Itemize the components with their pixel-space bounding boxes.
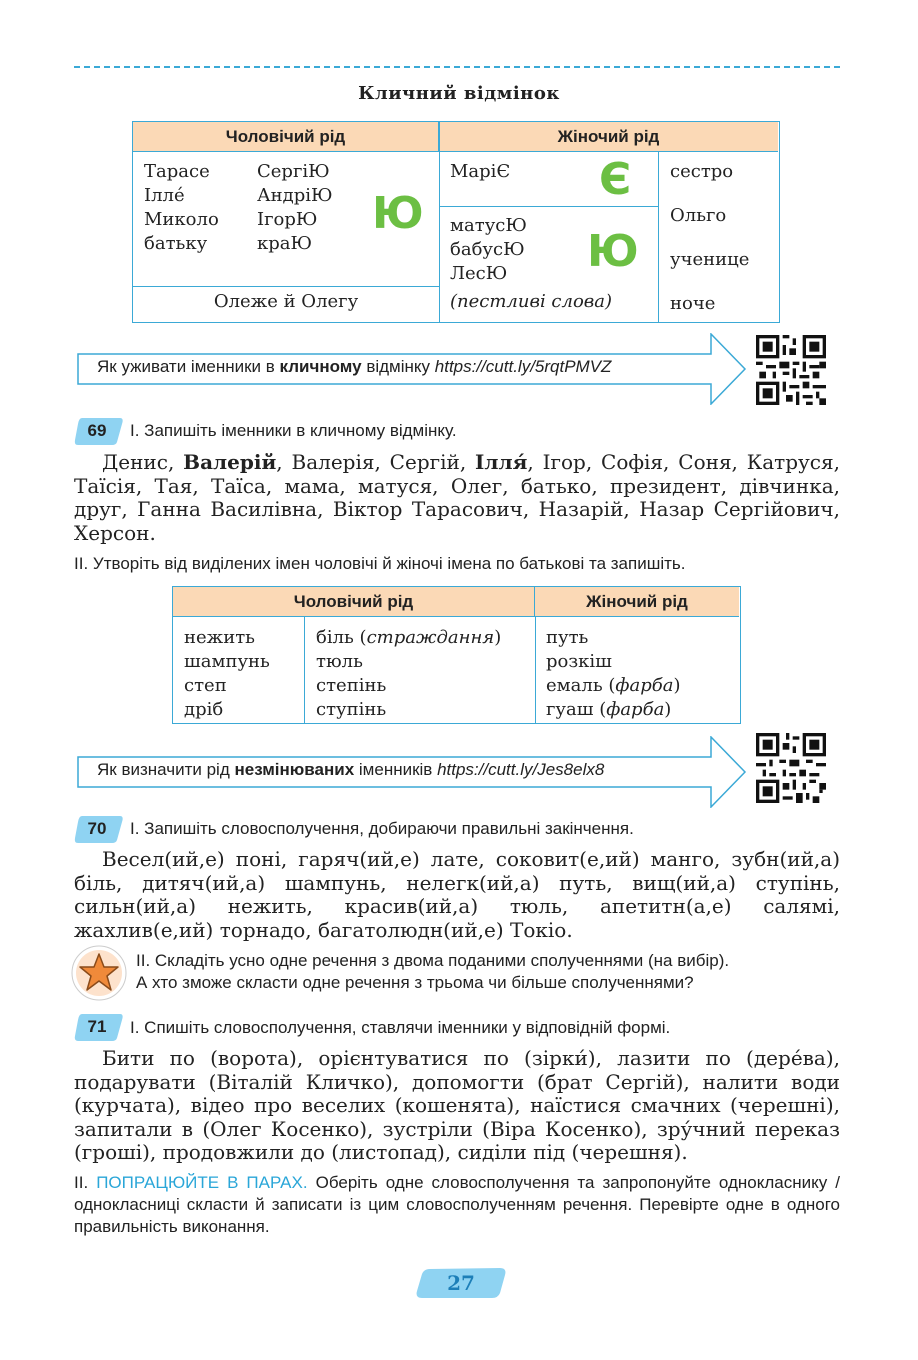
link-url[interactable]: https://cutt.ly/Jes8elx8 <box>437 760 605 779</box>
ending-ye-feminine: Є <box>599 154 632 205</box>
section-title: Кличний відмінок <box>358 83 560 104</box>
t2-col3-row2: розкіш <box>546 651 612 672</box>
feminine-right-4: ноче <box>670 293 716 314</box>
exercise-71-instruction: І. Спишіть словосполучення, ставлячи іменники у відповідній формі. <box>130 1018 671 1037</box>
exercise-70-task2-line2: А хто зможе скласти одне речення з трьома чи більше сполученнями? <box>136 973 694 992</box>
gender-table <box>172 586 741 724</box>
t2-col2-row2: тюль <box>316 651 363 672</box>
top-dashed-rule <box>74 66 840 68</box>
pair-work-label: ПОПРАЦЮЙТЕ В ПАРАХ. <box>96 1173 308 1192</box>
feminine-right-3: ученице <box>670 249 750 270</box>
t2-col3-row4: гуаш (фарба) <box>546 699 672 720</box>
t2-col3-row1: путь <box>546 627 589 648</box>
feminine-right-1: сестро <box>670 161 734 182</box>
masculine-words-col2: СергіЮ АндріЮ ІгорЮ краЮ <box>257 161 333 254</box>
t2-col2-row1: біль (страждання) <box>316 627 502 648</box>
qr-code-icon[interactable] <box>756 733 826 803</box>
t2-header-masculine: Чоловічий рід <box>173 587 535 617</box>
exercise-70-text: Весел(ий,е) поні, гаряч(ий,е) лате, соковит(е,ий) манго, зубн(ий,а) біль, дитяч(ий,а) шампунь, нелегк(ий,а) путь, вищ(ий,а) ступінь, сильн(ий,а) нежить, красив(ий,а) тюль, апетитн(а,е) салямі, жахлив(е,ий) торнадо, багатолюдн(ий,е) Токіо. <box>74 847 840 942</box>
link-url[interactable]: https://cutt.ly/5rqtPMVZ <box>434 357 612 376</box>
link-banner-gender[interactable] <box>77 736 749 808</box>
t2-col3-row3: емаль (фарба) <box>546 675 681 696</box>
page-number-badge <box>414 1265 508 1301</box>
exercise-70-task2-line1: ІІ. Складіть усно одне речення з двома поданими сполученнями (на вибір). <box>136 951 730 970</box>
t2-header-feminine: Жіночий рід <box>535 587 739 617</box>
t2-col2-row3: степінь <box>316 675 387 696</box>
exercise-71-task2: ІІ. ПОПРАЦЮЙТЕ В ПАРАХ. Оберіть одне словосполучення та запропонуйте однокласнику / однокласниці скласти й записати із цим словосполученням речення. Перевірте одне в одного правильність виконання. <box>74 1173 841 1236</box>
header-feminine: Жіночий рід <box>439 122 778 152</box>
feminine-mid-words: матусЮ бабусЮ ЛесЮ <box>450 215 527 284</box>
exercise-71-badge: 71 <box>74 1012 124 1042</box>
qr-code-icon[interactable] <box>756 335 826 405</box>
t2-col2-row4: ступінь <box>316 699 387 720</box>
header-masculine: Чоловічий рід <box>133 122 439 152</box>
link-text[interactable]: Як уживати іменники в кличному відмінку https://cutt.ly/5rqtPMVZ <box>97 357 612 376</box>
masculine-words-col1: Тарасе Ілле́ Миколо батьку <box>144 161 219 254</box>
link-text[interactable]: Як визначити рід незмінюваних іменників https://cutt.ly/Jes8elx8 <box>97 760 605 779</box>
feminine-right-2: Ольго <box>670 205 727 226</box>
masculine-bottom-words: Олеже й Олегу <box>213 291 359 312</box>
exercise-69-text: Денис, Валерій, Валерія, Сергій, Ілля́, Ігор, Софія, Соня, Катруся, Таїсія, Тая, Таїса, мама, матуся, Олег, батько, президент, дівчинка, друг, Ганна Василівна, Віктор Тарасович, Назарій, Назар Сергійович, Херсон. <box>74 450 840 545</box>
exercise-69-instruction-2: ІІ. Утворіть від виділених імен чоловічі й жіночі імена по батькові та запишіть. <box>74 554 686 573</box>
exercise-69-instruction: І. Запишіть іменники в кличному відмінку. <box>130 421 457 440</box>
vocative-table <box>132 121 780 323</box>
star-icon <box>70 944 128 1002</box>
page-number: 27 <box>447 1271 475 1295</box>
exercise-70-badge: 70 <box>74 814 124 844</box>
link-banner-vocative[interactable] <box>77 333 749 405</box>
ending-yu-feminine: Ю <box>587 226 639 277</box>
pet-words-note: (пестливі слова) <box>450 291 613 312</box>
exercise-71-text: Бити по (ворота), орієнтуватися по (зірки́), лазити по (дере́ва), подарувати (Віталій Кличко), допомогти (брат Сергій), налити води (курчата), відео про веселих (кошенята), наїстися смачних (черешні), запитали в (Олег Косенко), зустріли (Віра Косенко), зру́чний переказ (гроші), продовжили до (листопад), сиділи під (черешня). <box>74 1046 840 1164</box>
feminine-top-word: МаріЄ <box>450 161 511 182</box>
exercise-70-instruction: І. Запишіть словосполучення, добираючи правильні закінчення. <box>130 819 634 838</box>
exercise-69-badge: 69 <box>74 416 124 446</box>
t2-col1-words: нежить шампунь степ дріб <box>184 627 270 720</box>
ending-yu-masculine: Ю <box>372 188 424 239</box>
